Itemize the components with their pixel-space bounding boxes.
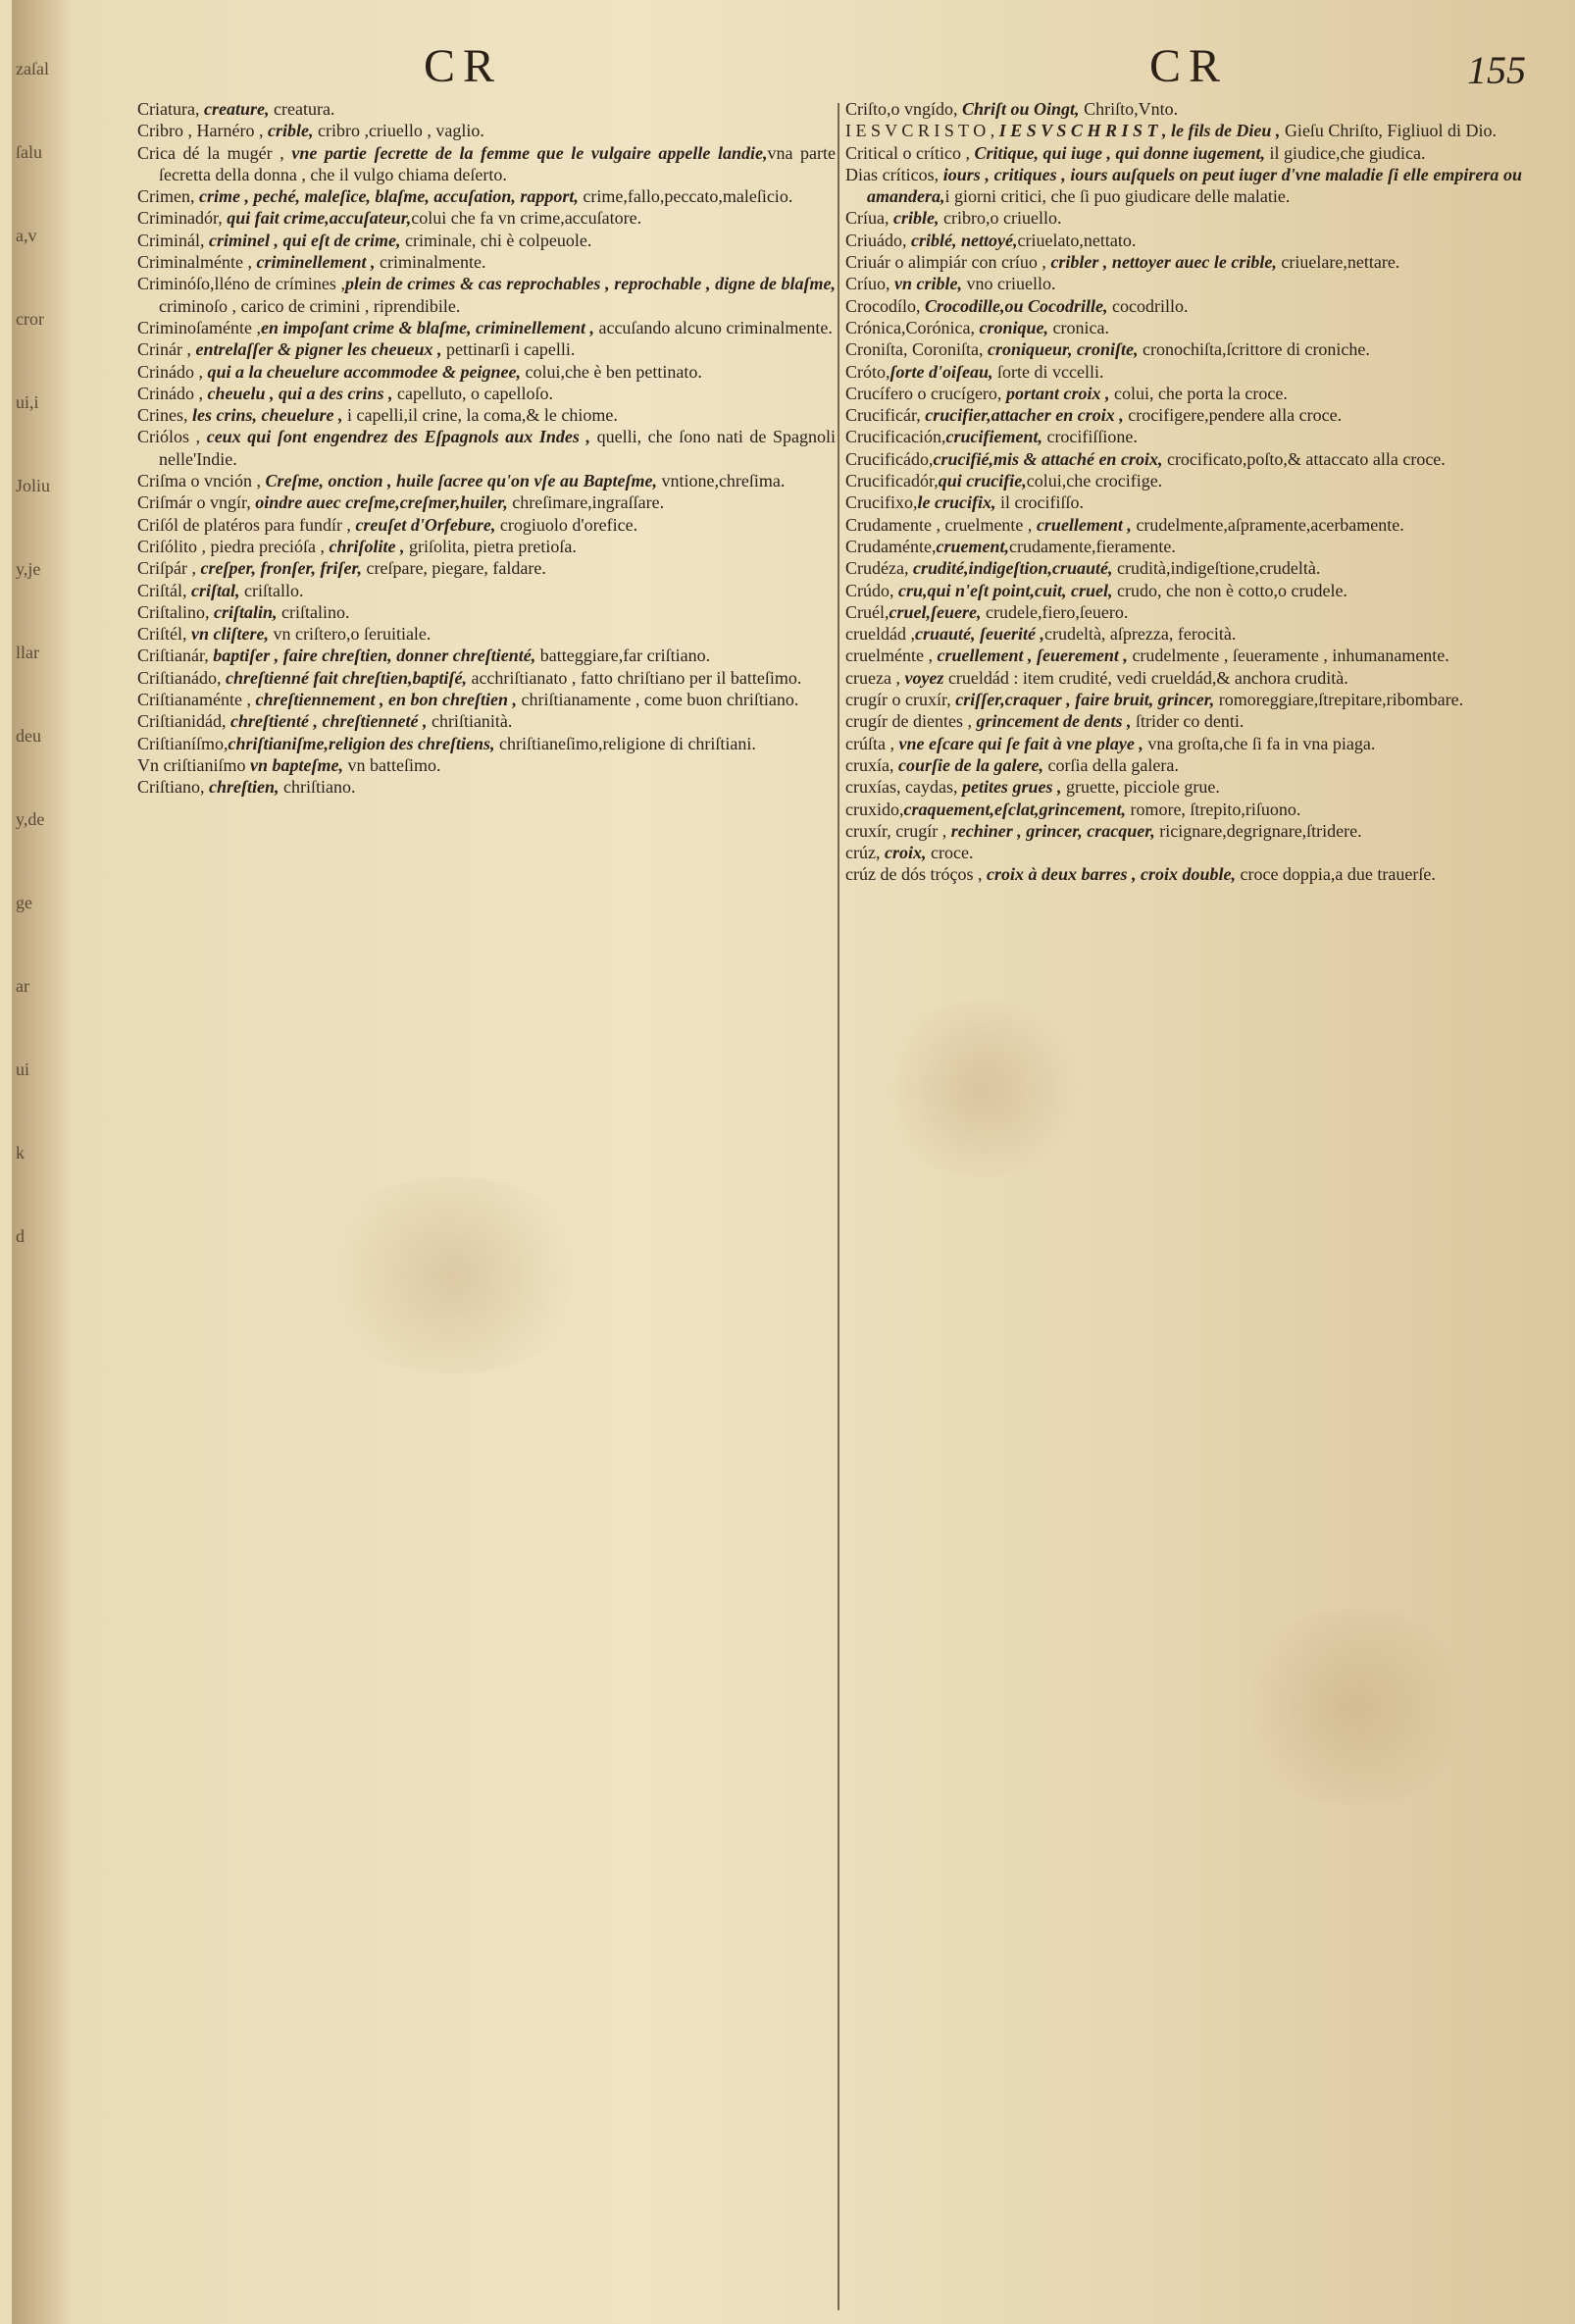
dictionary-entry [845, 580, 1522, 601]
dictionary-entry [845, 536, 1522, 557]
entry-headword: Critical o crítico , [845, 142, 970, 163]
entry-italian: il crocifiſſo. [995, 492, 1084, 513]
entry-french: criſtalin, [209, 601, 278, 622]
entry-italian: crocifiſſione. [1042, 427, 1138, 447]
entry-french: chriſtianiſme,religion des chreſtiens, [228, 733, 495, 753]
entry-italian: romore, ſtrepito,riſuono. [1125, 799, 1301, 819]
entry-italian: criſtallo. [239, 580, 304, 600]
entry-italian: crime,fallo,peccato,maleſicio. [578, 186, 793, 207]
entry-italian: chriſtiano. [279, 777, 356, 798]
entry-headword: Criminalménte , [137, 252, 252, 273]
entry-headword: Criſmár o vngír, [137, 492, 251, 513]
dictionary-entry [137, 754, 836, 776]
dictionary-entry [137, 601, 836, 623]
gutter-mark: deu [16, 726, 41, 746]
entry-french: cheuelu , qui a des crins , [203, 383, 393, 403]
entry-headword: crugír de dientes , [845, 711, 972, 732]
entry-french: ceux qui ſont engendrez des Eſpagnols aux Indes , [200, 427, 590, 447]
entry-french: chreſtienné fait chreſtien,baptiſé, [221, 667, 467, 688]
entry-italian: cocodrillo. [1107, 295, 1189, 316]
entry-headword: Crica dé la mugér , [137, 142, 284, 163]
entry-italian: crudele,fiero,ſeuero. [981, 601, 1129, 622]
entry-headword: Cruél, [845, 601, 889, 622]
entry-headword: Criſma o vnción , [137, 471, 261, 491]
entry-italian: vna groſta,che ſi fa in vna piaga. [1143, 733, 1376, 753]
dictionary-entry [137, 383, 836, 404]
entry-italian: crueldád : item crudité, vedi crueldád,& anchora crudità. [943, 667, 1348, 688]
entry-headword: Crudéza, [845, 558, 909, 579]
entry-headword: Crucificádo, [845, 448, 934, 469]
entry-headword: Cribro , Harnéro , [137, 121, 264, 141]
dictionary-entry [137, 557, 836, 579]
dictionary-entry [137, 710, 836, 732]
entry-french: cribler , nettoyer auec le crible, [1045, 252, 1277, 273]
entry-italian: i giorni critici, che ſi puo giudicare delle malatie. [944, 186, 1291, 207]
entry-italian: vntione,chreſima. [656, 471, 786, 491]
gutter-mark: ſalu [16, 142, 42, 162]
entry-french: croix à deux barres , croix double, [982, 864, 1236, 885]
entry-headword: Criſpár , [137, 558, 196, 579]
entry-french: cruauté, ſeuerité , [914, 624, 1044, 645]
entry-italian: crudità,indigeſtione,crudeltà. [1112, 558, 1321, 579]
entry-french: qui crucifie, [938, 471, 1027, 491]
entry-french: vn cliſtere, [186, 624, 269, 645]
dictionary-entry [137, 580, 836, 601]
dictionary-entry [845, 601, 1522, 623]
entry-italian: vn criſtero,o ſeruitiale. [268, 624, 432, 645]
dictionary-entry [137, 645, 836, 666]
entry-italian: cronica. [1047, 317, 1109, 337]
dictionary-entry [137, 317, 836, 338]
entry-italian: vna parte ſecretta della donna , che il vulgo chiama deſerto. [159, 142, 836, 184]
entry-italian: ricignare,degrignare,ſtridere. [1154, 820, 1362, 841]
gutter-mark: llar [16, 643, 39, 662]
gutter-mark: ui,i [16, 392, 39, 412]
gutter-mark: zaſal [16, 59, 49, 78]
entry-headword: crúz de dós tróços , [845, 864, 983, 885]
dictionary-entry [845, 383, 1522, 404]
entry-headword: Criſtianíſmo, [137, 733, 229, 753]
entry-french: plein de crimes & cas reprochables , reprochable , digne de blaſme, [345, 274, 837, 294]
entry-french: cruel,ſeuere, [889, 601, 982, 622]
entry-headword: Criſól de platéros para fundír , [137, 514, 351, 535]
entry-french: criſtal, [186, 580, 240, 600]
entry-headword: Criſtianidád, [137, 711, 227, 732]
dictionary-entry [137, 207, 836, 229]
entry-headword: Crucífero o crucígero, [845, 383, 1002, 403]
entry-italian: pettinarſi i capelli. [441, 339, 576, 360]
entry-headword: cruxido, [845, 799, 904, 819]
entry-headword: Criminadór, [137, 208, 223, 229]
entry-headword: crúſta , [845, 733, 894, 753]
dictionary-entry [137, 536, 836, 557]
dictionary-entry [137, 361, 836, 383]
entry-french: qui fait crime,accuſateur, [222, 208, 412, 229]
entry-french: creuſet d'Orfebure, [350, 514, 496, 535]
dictionary-entry [137, 491, 836, 513]
entry-french: baptiſer , faire chreſtien, donner chreſtienté, [208, 646, 536, 666]
entry-headword: Criólos , [137, 427, 201, 447]
entry-headword: Crines, [137, 405, 188, 426]
entry-french: croix, [880, 843, 927, 863]
gutter-marks [16, 59, 63, 1310]
entry-french: criſſer,craquer , faire bruit, grincer, [950, 690, 1215, 710]
dictionary-entry [845, 317, 1522, 338]
right-column [845, 98, 1522, 2304]
entry-italian: Chriſto,Vnto. [1079, 99, 1179, 119]
entry-french: les crins, cheuelure , [187, 405, 343, 426]
entry-headword: Criminál, [137, 230, 205, 250]
entry-headword: cruelménte , [845, 646, 933, 666]
entry-headword: Criuár o alimpiár con críuo , [845, 252, 1046, 273]
entry-italian: vno criuello. [962, 274, 1056, 294]
entry-italian: cronochiſta,ſcrittore di croniche. [1138, 339, 1370, 360]
entry-headword: Crudamente , cruelmente , [845, 514, 1033, 535]
entry-headword: Críua, [845, 208, 889, 229]
dictionary-entry [845, 667, 1522, 689]
entry-headword: Crucifixo, [845, 492, 918, 513]
entry-headword: Crinádo , [137, 383, 203, 403]
entry-french: creſper, fronſer, friſer, [196, 558, 362, 579]
dictionary-entry [845, 491, 1522, 513]
entry-headword: Cróto, [845, 361, 890, 382]
dictionary-entry [137, 623, 836, 645]
dictionary-entry [137, 251, 836, 273]
entry-headword: crugír o cruxír, [845, 690, 951, 710]
entry-italian: criuelato,nettato. [1017, 230, 1137, 250]
entry-french: crucifié,mis & attaché en croix, [933, 448, 1163, 469]
entry-headword: Dias críticos, [845, 164, 940, 184]
dictionary-entry [845, 820, 1522, 842]
entry-headword: I E S V C R I S T O , [845, 121, 995, 141]
entry-french: oindre auec creſme,creſmer,huiler, [250, 492, 508, 513]
entry-french: criminellement , [251, 252, 376, 273]
entry-headword: crueldád , [845, 624, 915, 645]
dictionary-entry [845, 295, 1522, 317]
entry-italian: criminale, chi è colpeuole. [400, 230, 592, 250]
entry-french: en impoſant crime & blaſme, criminellement , [260, 317, 594, 337]
entry-headword: Crinádo , [137, 361, 203, 382]
dictionary-entry [845, 842, 1522, 863]
entry-headword: Crucificár, [845, 405, 921, 426]
entry-italian: criminalmente. [375, 252, 486, 273]
entry-french: Chriſt ou Oingt, [957, 99, 1080, 119]
entry-headword: crúz, [845, 843, 881, 863]
entry-french: portant croix , [1001, 383, 1110, 403]
entry-french: rechiner , grincer, cracquer, [946, 820, 1155, 841]
entry-italian: creatura. [269, 99, 335, 119]
entry-italian: colui che fa vn crime,accuſatore. [411, 208, 642, 229]
dictionary-entry [137, 230, 836, 251]
entry-italian: crogiuolo d'orefice. [495, 514, 638, 535]
entry-french: qui a la cheuelure accommodee & peignee, [203, 361, 521, 382]
dictionary-entry [845, 470, 1522, 491]
entry-headword: Criſtianaménte , [137, 690, 251, 710]
entry-french: crucifiement, [945, 427, 1042, 447]
dictionary-entry [845, 338, 1522, 360]
dictionary-entry [845, 557, 1522, 579]
entry-headword: Crudaménte, [845, 536, 937, 556]
entry-headword: Criſto,o vngído, [845, 99, 958, 119]
entry-italian: criuelare,nettare. [1276, 252, 1400, 273]
entry-italian: corſia della galera. [1042, 754, 1179, 775]
entry-french: Critique, qui iuge , qui donne iugement, [969, 142, 1266, 163]
entry-headword: Criſtianádo, [137, 667, 222, 688]
dictionary-entry [845, 448, 1522, 470]
gutter-mark: k [16, 1143, 25, 1162]
entry-french: vne partie ſecrette de la femme que le vulgaire appelle landie, [283, 142, 768, 163]
entry-headword: Criminóſo,lléno de crímines , [137, 274, 346, 294]
entry-italian: il giudice,che giudica. [1265, 142, 1426, 163]
header-left: CR [424, 40, 503, 92]
entry-french: cruellement , ſeuerement , [932, 646, 1128, 666]
entry-headword: Criuádo, [845, 230, 907, 250]
entry-headword: Criſtél, [137, 624, 187, 645]
gutter-mark: y,je [16, 559, 41, 579]
entry-french: iours , critiques , iours auſquels on peut iuger d'vne maladie ſi elle empirera ou amandera, [867, 164, 1522, 207]
entry-headword: crueza , [845, 667, 900, 688]
dictionary-entry [137, 667, 836, 689]
dictionary-entry [845, 689, 1522, 710]
entry-french: I E S V S C H R I S T , le fils de Dieu , [994, 121, 1281, 141]
entry-italian: colui,che crocifige. [1026, 471, 1163, 491]
dictionary-entry [137, 733, 836, 754]
entry-headword: cruxía, [845, 754, 894, 775]
entry-italian: quelli, che ſono nati de Spagnoli nelle'Indie. [159, 427, 836, 469]
dictionary-entry [845, 754, 1522, 776]
entry-italian: i capelli,il crine, la coma,& le chiome. [342, 405, 618, 426]
entry-french: Creſme, onction , huile ſacree qu'on vſe au Bapteſme, [260, 471, 657, 491]
entry-french: chreſtienté , chreſtienneté , [226, 711, 428, 732]
entry-french: crucifier,attacher en croix , [920, 405, 1124, 426]
entry-italian: capelluto, o capelloſo. [392, 383, 553, 403]
dictionary-entry [845, 514, 1522, 536]
page-gutter [12, 0, 71, 2324]
gutter-mark: d [16, 1226, 25, 1246]
entry-italian: accuſando alcuno criminalmente. [593, 317, 833, 337]
entry-italian: crocifigere,pendere alla croce. [1123, 405, 1343, 426]
dictionary-entry [845, 251, 1522, 273]
entry-italian: colui,che è ben pettinato. [520, 361, 702, 382]
gutter-mark: ui [16, 1059, 30, 1079]
entry-french: cruement, [936, 536, 1009, 556]
dictionary-entry [845, 645, 1522, 666]
header-right: CR [1149, 40, 1229, 92]
entry-french: voyez [899, 667, 944, 688]
entry-italian: vn batteſimo. [342, 754, 441, 775]
entry-headword: Croniſta, Coroniſta, [845, 339, 984, 360]
left-column [137, 98, 836, 2304]
entry-french: ſorte d'oiſeau, [889, 361, 993, 382]
entry-italian: cribro,o criuello. [939, 208, 1062, 229]
entry-french: creature, [199, 99, 270, 119]
entry-italian: crudo, che non è cotto,o crudele. [1112, 580, 1347, 600]
entry-headword: Criſtál, [137, 580, 187, 600]
entry-headword: cruxír, crugír , [845, 820, 947, 841]
dictionary-entry [137, 98, 836, 120]
entry-french: chreſtiennement , en bon chreſtien , [250, 690, 517, 710]
entry-headword: Criatura, [137, 99, 200, 119]
entry-italian: griſolita, pietra pretioſa. [404, 536, 577, 556]
column-divider [838, 103, 839, 2310]
dictionary-entry [845, 426, 1522, 447]
entry-french: petites grues , [957, 777, 1062, 798]
entry-french: vn bapteſme, [245, 754, 343, 775]
entry-italian: chriſtianamente , come buon chriſtiano. [516, 690, 799, 710]
entry-italian: romoreggiare,ſtrepitare,ribombare. [1214, 690, 1464, 710]
dictionary-entry [845, 98, 1522, 120]
entry-french: vn crible, [889, 274, 963, 294]
dictionary-entry [137, 120, 836, 141]
entry-headword: Crúdo, [845, 580, 894, 600]
entry-headword: Crucificadór, [845, 471, 939, 491]
page-number: 155 [1467, 48, 1526, 92]
entry-italian: chreſimare,ingraſſare. [507, 492, 665, 513]
dictionary-entry [845, 733, 1522, 754]
entry-headword: Crucificación, [845, 427, 946, 447]
entry-italian: gruette, picciole grue. [1061, 777, 1220, 798]
entry-italian: acchriſtianato , fatto chriſtiano per il batteſimo. [466, 667, 802, 688]
dictionary-entry [845, 404, 1522, 426]
dictionary-entry [845, 207, 1522, 229]
entry-french: cru,qui n'eſt point,cuit, cruel, [893, 580, 1113, 600]
entry-italian: chriſtianeſimo,religione di chriſtiani. [494, 733, 756, 753]
dictionary-entry [845, 164, 1522, 208]
dictionary-entry [845, 120, 1522, 141]
entry-headword: Crimen, [137, 186, 195, 207]
entry-french: crible, [263, 121, 314, 141]
entry-french: grincement de dents , [971, 711, 1132, 732]
dictionary-entry [137, 689, 836, 710]
entry-italian: batteggiare,far criſtiano. [535, 646, 711, 666]
entry-italian: crocificato,poſto,& attaccato alla croce. [1162, 448, 1446, 469]
entry-french: chreſtien, [204, 777, 279, 798]
dictionary-entry [845, 799, 1522, 820]
entry-french: entrelaſſer & pigner les cheueux , [190, 339, 442, 360]
dictionary-entry [137, 514, 836, 536]
book-page [12, 0, 1575, 2324]
entry-headword: Crocodílo, [845, 295, 921, 316]
entry-italian: crudelmente,aſpramente,acerbamente. [1131, 514, 1404, 535]
entry-headword: Crinár , [137, 339, 191, 360]
entry-italian: chriſtianità. [427, 711, 513, 732]
entry-italian: colui, che porta la croce. [1109, 383, 1288, 403]
entry-french: crime , peché, maleſice, blaſme, accuſation, rapport, [194, 186, 579, 207]
entry-headword: Criminoſaménte , [137, 317, 261, 337]
entry-italian: ſorte di vccelli. [992, 361, 1104, 382]
entry-french: crudité,indigeſtion,cruauté, [908, 558, 1113, 579]
entry-italian: crudelmente , ſeueramente , inhumanamente. [1127, 646, 1449, 666]
entry-headword: Vn criſtianiſmo [137, 754, 246, 775]
entry-headword: Criſólito , piedra precióſa , [137, 536, 325, 556]
dictionary-entry [845, 142, 1522, 164]
dictionary-entry [845, 776, 1522, 798]
entry-italian: criminoſo , carico de crimini , riprendibile. [159, 295, 461, 316]
entry-french: craquement,eſclat,grincement, [903, 799, 1126, 819]
dictionary-entry [137, 142, 836, 186]
gutter-mark: ar [16, 976, 29, 996]
entry-italian: croce doppia,a due trauerſe. [1235, 864, 1436, 885]
entry-headword: Criſtianár, [137, 646, 209, 666]
entry-french: cruellement , [1032, 514, 1132, 535]
entry-italian: croce. [926, 843, 974, 863]
entry-italian: creſpare, piegare, faldare. [361, 558, 546, 579]
entry-french: cronique, [974, 317, 1048, 337]
dictionary-entry [845, 230, 1522, 251]
entry-italian: crudamente,fieramente. [1008, 536, 1176, 556]
entry-italian: crudeltà, aſprezza, ferocità. [1043, 624, 1237, 645]
entry-french: Crocodille,ou Cocodrille, [920, 295, 1108, 316]
entry-headword: Criſtalino, [137, 601, 210, 622]
entry-italian: cribro ,criuello , vaglio. [313, 121, 484, 141]
dictionary-entry [845, 863, 1522, 885]
dictionary-entry [845, 710, 1522, 732]
gutter-mark: cror [16, 309, 44, 329]
entry-french: criblé, nettoyé, [906, 230, 1018, 250]
entry-headword: Criſtiano, [137, 777, 205, 798]
dictionary-entry [845, 273, 1522, 294]
dictionary-entry [137, 273, 836, 317]
gutter-mark: y,de [16, 809, 45, 829]
entry-french: chriſolite , [324, 536, 405, 556]
entry-french: vne eſcare qui ſe fait à vne playe , [893, 733, 1143, 753]
gutter-mark: a,v [16, 226, 37, 245]
entry-french: crible, [889, 208, 940, 229]
dictionary-entry [137, 338, 836, 360]
entry-italian: Gieſu Chriſto, Figliuol di Dio. [1280, 121, 1497, 141]
dictionary-entry [845, 623, 1522, 645]
entry-headword: Crónica,Corónica, [845, 317, 975, 337]
dictionary-entry [845, 361, 1522, 383]
gutter-mark: ge [16, 893, 32, 912]
entry-french: criminel , qui eſt de crime, [204, 230, 401, 250]
entry-headword: cruxías, caydas, [845, 777, 958, 798]
entry-french: le crucifix, [917, 492, 996, 513]
entry-italian: criſtalino. [277, 601, 350, 622]
entry-italian: ſtrider co denti. [1131, 711, 1245, 732]
dictionary-entry [137, 404, 836, 426]
dictionary-entry [137, 470, 836, 491]
dictionary-entry [137, 776, 836, 798]
gutter-mark: Joliu [16, 476, 51, 495]
entry-french: courſie de la galere, [893, 754, 1043, 775]
entry-headword: Críuo, [845, 274, 890, 294]
entry-french: croniqueur, croniſte, [983, 339, 1139, 360]
dictionary-entry [137, 185, 836, 207]
dictionary-entry [137, 426, 836, 470]
